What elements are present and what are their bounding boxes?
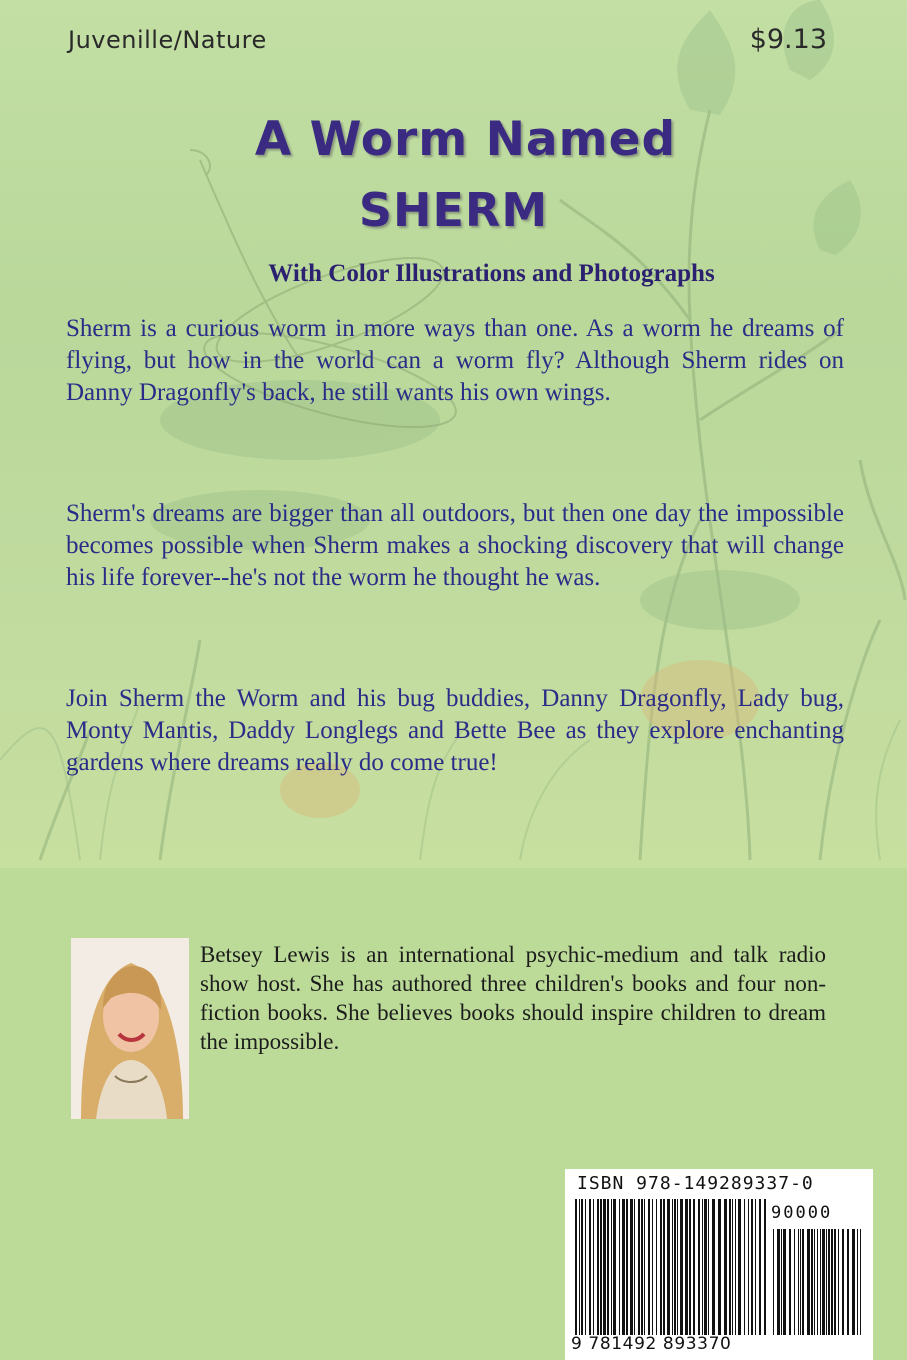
book-title-line2: SHERM: [358, 183, 549, 237]
genre-label: Juvenille/Nature: [68, 26, 267, 54]
blurb-paragraph-1: Sherm is a curious worm in more ways than one. As a worm he dreams of flying, but how in the world can a worm fly? Although Sherm rides on Danny Dragonfly's back, he still wants his own wings.: [66, 315, 844, 406]
blurb-paragraph-3: Join Sherm the Worm and his bug buddies, Danny Dragonfly, Lady bug, Monty Mantis, Daddy Longlegs and Bette Bee as they explore enchanting gardens where dreams really do come true!: [66, 685, 844, 776]
barcode-bar: [738, 1199, 741, 1335]
barcode-bar: [619, 1199, 620, 1335]
barcode-addon-bar: [789, 1229, 791, 1335]
barcode-bar: [641, 1199, 643, 1335]
barcode-bar: [575, 1199, 577, 1335]
barcode-bar: [638, 1199, 640, 1335]
barcode-bar: [622, 1199, 625, 1335]
barcode-bar: [589, 1199, 591, 1335]
barcode-bar: [735, 1199, 736, 1335]
barcode-addon-bar: [773, 1229, 774, 1335]
barcode-bar: [672, 1199, 673, 1335]
barcode-addon-bar: [800, 1229, 801, 1335]
barcode-bar: [593, 1199, 594, 1335]
barcode-bar: [674, 1199, 676, 1335]
barcode-addon-bar: [822, 1229, 825, 1335]
isbn-barcode: [565, 1169, 873, 1360]
barcode-addon-bar: [781, 1229, 782, 1335]
barcode-bar: [698, 1199, 700, 1335]
barcode-bar: [579, 1199, 580, 1335]
barcode-bar: [634, 1199, 635, 1335]
price-label: $9.13: [749, 24, 827, 55]
book-subtitle: With Color Illustrations and Photographs: [268, 260, 715, 287]
barcode-bar: [724, 1199, 727, 1335]
barcode-addon-bar: [826, 1229, 827, 1335]
barcode-bar: [603, 1199, 606, 1335]
barcode-addon-bar: [811, 1229, 813, 1335]
barcode-addon-bar: [783, 1229, 786, 1335]
barcode-bar: [667, 1199, 670, 1335]
barcode-bar: [585, 1199, 586, 1335]
barcode-bar: [597, 1199, 599, 1335]
barcode-bar: [729, 1199, 731, 1335]
barcode-bar: [718, 1199, 721, 1335]
barcode-addon-bar: [820, 1229, 821, 1335]
barcode-bar: [764, 1199, 766, 1335]
barcode-addon-bar: [842, 1229, 844, 1335]
barcode-bar: [644, 1199, 645, 1335]
barcode-bar: [613, 1199, 616, 1335]
barcode-bar: [630, 1199, 633, 1335]
barcode-bar: [732, 1199, 733, 1335]
barcode-bar: [677, 1199, 678, 1335]
isbn-label: ISBN 978-149289337-0: [577, 1173, 814, 1194]
author-photo: [71, 938, 189, 1119]
barcode-bar: [751, 1199, 753, 1335]
barcode-bar: [680, 1199, 683, 1335]
barcode-addon-bar: [807, 1229, 810, 1335]
barcode-bar: [702, 1199, 703, 1335]
barcode-bar: [652, 1199, 653, 1335]
author-bio: Betsey Lewis is an international psychic-medium and talk radio show host. She has authored three children's books and four non-fiction books. She believes books should inspire children to dream the impossible.: [200, 942, 826, 1054]
blurb-paragraph-2: Sherm's dreams are bigger than all outdoors, but then one day the impossible becomes possible when Sherm makes a shocking discovery that will change his life forever--he's not the worm he thought he was.: [66, 500, 844, 591]
barcode-addon-digits: 90000: [771, 1203, 833, 1223]
barcode-bar: [648, 1199, 650, 1335]
barcode-bar: [663, 1199, 665, 1335]
barcode-bar: [600, 1199, 602, 1335]
barcode-bar: [581, 1199, 583, 1335]
book-title-line1: A Worm Named: [254, 112, 677, 167]
barcode-bar: [744, 1199, 745, 1335]
barcode-bar: [685, 1199, 688, 1335]
barcode-addon-bar: [838, 1229, 839, 1335]
barcode-addon-bar: [831, 1229, 833, 1335]
barcode-addon-bar: [857, 1229, 858, 1335]
barcode-bar: [759, 1199, 761, 1335]
barcode-bar: [712, 1199, 715, 1335]
barcode-bar: [656, 1199, 657, 1335]
barcode-addon-bar: [847, 1229, 849, 1335]
barcode-bar: [704, 1199, 707, 1335]
barcode-ean-digits: 9 781492 893370: [571, 1334, 732, 1354]
barcode-bar: [611, 1199, 612, 1335]
barcode-addon-bar: [834, 1229, 836, 1335]
barcode-addon-bar: [817, 1229, 818, 1335]
barcode-bar: [693, 1199, 695, 1335]
barcode-bar: [607, 1199, 609, 1335]
barcode-bar: [689, 1199, 691, 1335]
barcode-addon-bar: [852, 1229, 855, 1335]
barcode-bar: [748, 1199, 749, 1335]
barcode-addon-bar: [814, 1229, 815, 1335]
barcode-addon-bar: [828, 1229, 830, 1335]
barcode-addon-bar: [777, 1229, 780, 1335]
barcode-bar: [708, 1199, 709, 1335]
barcode-addon-bar: [798, 1229, 799, 1335]
barcode-bar: [660, 1199, 662, 1335]
barcode-bar: [626, 1199, 628, 1335]
barcode-bar: [755, 1199, 756, 1335]
barcode-addon-bar: [860, 1229, 861, 1335]
barcode-addon-bar: [794, 1229, 795, 1335]
barcode-addon-bar: [802, 1229, 804, 1335]
